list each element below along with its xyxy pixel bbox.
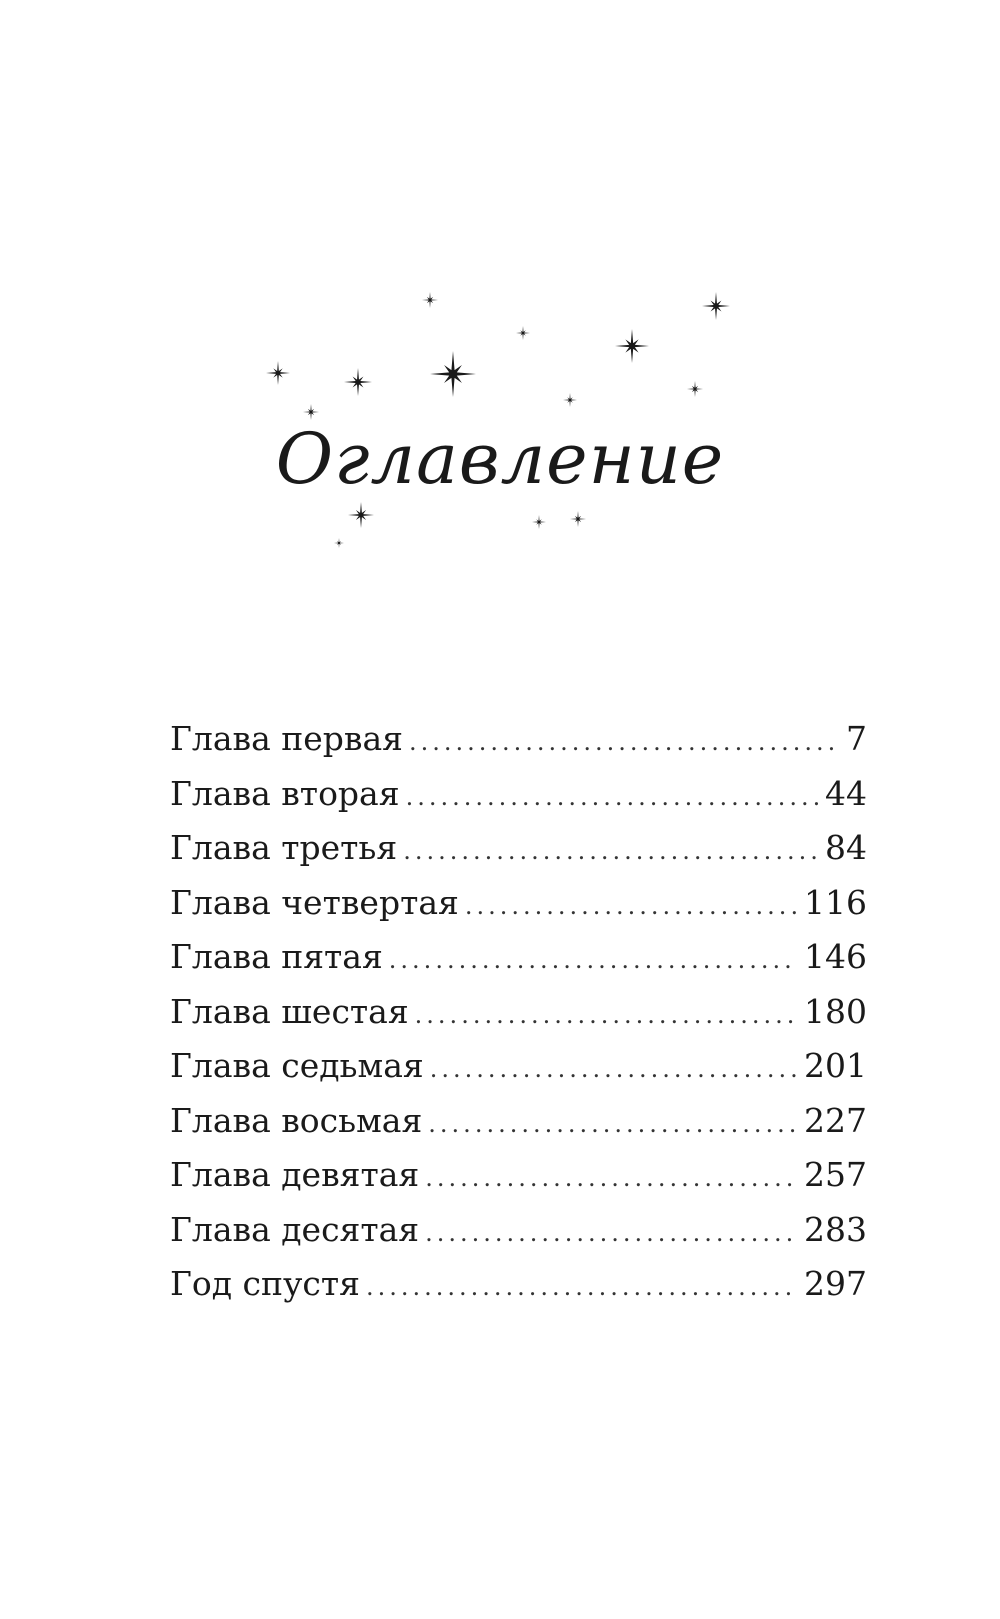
toc-entry-title: Глава первая (170, 719, 403, 758)
toc-entry (170, 712, 867, 767)
page-title: Оглавление (275, 418, 725, 500)
star-icon (343, 367, 373, 397)
table-of-contents (170, 712, 867, 1312)
toc-entry-title: Глава вторая (170, 773, 400, 813)
toc-page-number: 116 (804, 882, 867, 922)
dot-leader (403, 824, 819, 879)
star-icon (429, 350, 477, 398)
dot-leader (406, 770, 819, 825)
star-icon (614, 328, 650, 364)
dot-leader (415, 988, 798, 1043)
dot-leader (425, 1151, 798, 1206)
dot-leader (409, 715, 840, 770)
toc-entry (170, 1148, 867, 1203)
toc-entry-title: Глава пятая (170, 937, 383, 976)
star-icon (347, 501, 375, 529)
toc-entry (170, 767, 867, 822)
dot-leader (366, 1260, 798, 1315)
star-icon (421, 291, 439, 309)
toc-page-number: 227 (804, 1100, 867, 1140)
toc-entry (170, 1039, 867, 1094)
star-icon (515, 325, 531, 341)
toc-entry (170, 876, 867, 931)
toc-page-number: 201 (804, 1046, 867, 1085)
toc-entry (170, 1203, 867, 1258)
dot-leader (430, 1042, 798, 1097)
toc-page-number: 257 (804, 1155, 867, 1194)
star-icon (562, 392, 578, 408)
toc-entry (170, 985, 867, 1040)
toc-entry (170, 1257, 867, 1312)
toc-page-number: 283 (804, 1209, 867, 1249)
toc-entry-title: Глава десятая (170, 1209, 420, 1249)
toc-entry (170, 1094, 867, 1149)
toc-entry-title: Глава девятая (170, 1155, 420, 1194)
toc-entry-title: Глава четвертая (170, 882, 459, 922)
toc-entry (170, 930, 867, 985)
star-icon (531, 514, 547, 530)
toc-entry-title: Год спустя (170, 1264, 360, 1303)
toc-entry (170, 821, 867, 876)
toc-entry-title: Глава шестая (170, 991, 409, 1031)
star-icon (265, 360, 291, 386)
toc-page-number: 44 (825, 773, 867, 813)
toc-page-number: 84 (825, 828, 867, 867)
toc-page-number: 146 (804, 937, 867, 976)
star-icon (333, 537, 345, 549)
toc-entry-title: Глава седьмая (170, 1046, 424, 1085)
dot-leader (389, 933, 798, 988)
star-icon (701, 291, 731, 321)
toc-entry-title: Глава третья (170, 828, 398, 867)
toc-page-number: 297 (804, 1264, 867, 1303)
star-decoration (0, 0, 1000, 620)
dot-leader (425, 1206, 798, 1261)
star-icon (686, 380, 704, 398)
toc-page-number: 180 (804, 991, 867, 1031)
toc-entry-title: Глава восьмая (170, 1100, 423, 1140)
dot-leader (428, 1097, 798, 1152)
toc-page-number: 7 (846, 719, 867, 758)
star-icon (569, 510, 587, 528)
dot-leader (465, 879, 798, 934)
